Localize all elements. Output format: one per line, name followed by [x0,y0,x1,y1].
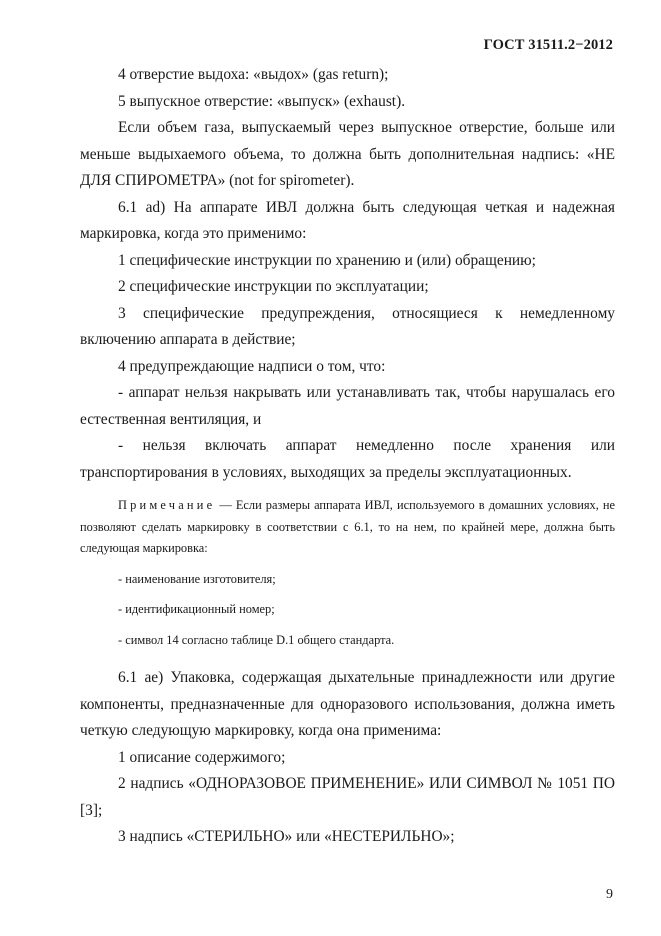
note-text: Если размеры аппарата ИВЛ, используемого в домашних условиях, не позволяют сделать маркировку в соответствии с 6.1, то на нем, по крайней мере, должна быть следующая маркировка: [80,498,615,555]
paragraph: 6.1 ad) На аппарате ИВЛ должна быть следующая четкая и надежная маркировка, когда это применимо: [80,198,615,242]
list-item: 2 специфические инструкции по эксплуатации; [118,278,429,295]
paragraph: Если объем газа, выпускаемый через выпускное отверстие, больше или меньше выдыхаемого объема, то должна быть дополнительная надпись: «НЕ ДЛЯ СПИРОМЕТРА» (not for spirometer). [80,119,615,189]
list-item: 3 надпись «СТЕРИЛЬНО» или «НЕСТЕРИЛЬНО»; [118,828,455,845]
page-content [80,62,615,851]
page-number: 9 [606,887,613,902]
note-paragraph [80,495,615,560]
list-item: - нельзя включать аппарат немедленно после хранения или транспортирования в условиях, выходящих за пределы эксплуатационных. [80,437,615,481]
standard-header: ГОСТ 31511.2−2012 [483,37,613,53]
list-item: 1 описание содержимого; [118,748,286,766]
note-item: - идентификационный номер; [118,602,275,616]
list-item: 1 специфические инструкции по хранению и (или) обращению; [118,251,536,269]
note-dash: — [215,498,236,512]
list-item: 2 надпись «ОДНОРАЗОВОЕ ПРИМЕНЕНИЕ» ИЛИ СИМВОЛ № 1051 ПО [3]; [80,775,615,819]
note-item: - символ 14 согласно таблице D.1 общего стандарта. [118,632,395,647]
paragraph: 4 отверстие выдоха: «выдох» (gas return); [118,66,389,83]
list-item: 3 специфические предупреждения, относящиеся к немедленному включению аппарата в действие; [80,304,615,348]
note-label: Примечание [118,498,216,512]
paragraph: 6.1 ae) Упаковка, содержащая дыхательные принадлежности или другие компоненты, предназначенные для одноразового использования, должна иметь четкую следующую маркировку, когда она применима: [80,669,615,739]
note-item: - наименование изготовителя; [118,571,276,586]
list-item: - аппарат нельзя накрывать или устанавливать так, чтобы нарушалась его естественная вентиляция, и [80,384,615,428]
paragraph: 5 выпускное отверстие: «выпуск» (exhaust). [118,92,406,110]
list-item: 4 предупреждающие надписи о том, что: [118,357,386,375]
